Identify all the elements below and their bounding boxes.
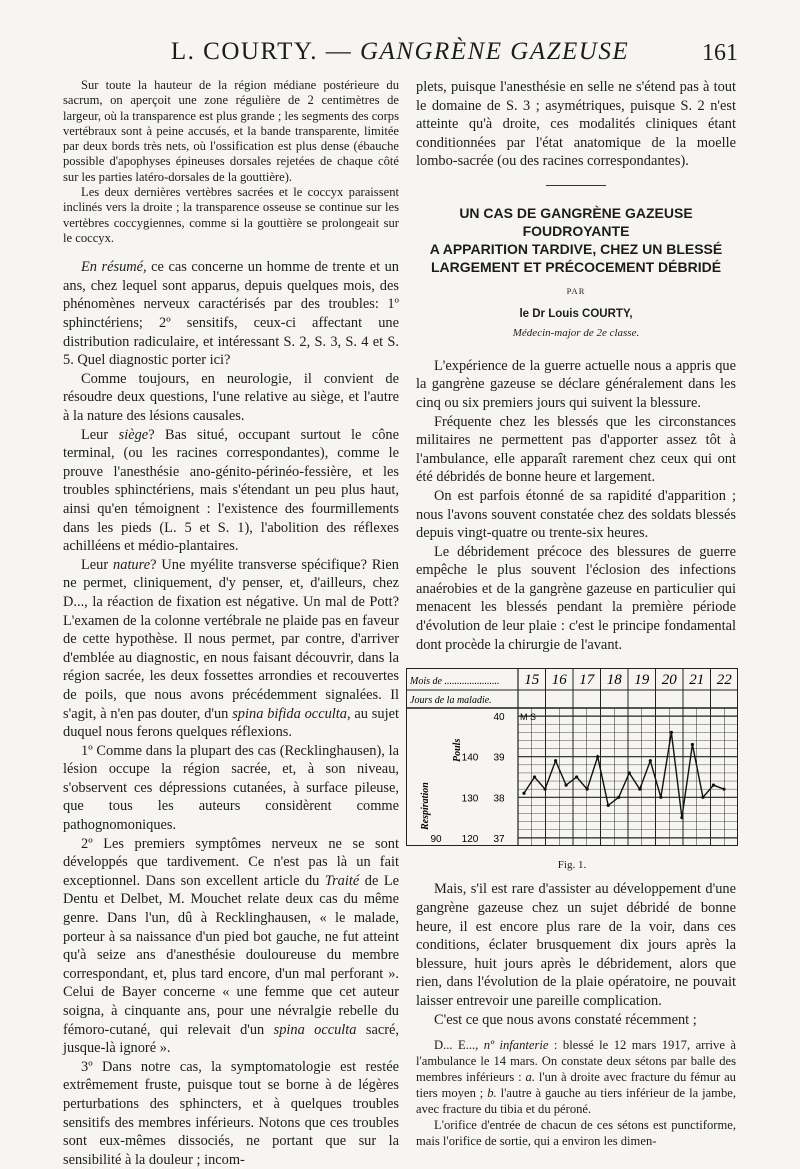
- temperature-tick-label: 39: [493, 752, 505, 764]
- temperature-point: [680, 816, 683, 819]
- day-label: 16: [551, 672, 567, 689]
- temperature-point: [575, 776, 578, 779]
- paragraph: Mais, s'il est rare d'assister au développement d'une gangrène gazeuse chez un sujet débridé de bonne heure, il est encore plus rare de la voir, dans ces conditions, éclater brusquement dix jours après la blessure, huit jours après le débridement, alors que rien, dans l'évolution de la plaie opératoire, ne pouvait laisser entrevoir une pareille complication.: [416, 881, 736, 1009]
- day-label: 19: [634, 672, 650, 689]
- day-label: 21: [689, 672, 705, 689]
- temperature-point: [722, 788, 725, 791]
- pouls-tick-label: 130: [461, 793, 479, 805]
- temperature-point: [701, 796, 704, 799]
- period-label-m: M: [520, 712, 528, 723]
- header-dash: —: [325, 38, 353, 65]
- temperature-point: [649, 759, 652, 762]
- day-label: 15: [524, 672, 540, 689]
- left-column: [63, 78, 399, 1169]
- paragraph: L'expérience de la guerre actuelle nous a appris que la gangrène gazeuse se déclare généralement dans les cinq ou six premiers jours qui suivent la blessure.: [416, 357, 736, 411]
- paragraph: On est parfois étonné de sa rapidité d'apparition ; nous l'avons souvent constatée chez des soldats blessés depuis vingt-quatre ou trente-six heures.: [416, 487, 736, 542]
- paragraph: Leur siège? Bas situé, occupant surtout le cône terminal, (ou les racines correspondantes), comme le prouve l'anesthésie ano-génito-périnéo-fessière, et les troubles sphinctériens, mais s'étendant un peu plus haut, ainsi qu'en témoignent : l'existence des fourmillements dans les pieds (L. 5 et S. 1), l'abolition des réflexes achilléens et médio-plantaires.: [63, 426, 399, 555]
- byline-affiliation: Médecin-major de 2e classe.: [512, 327, 640, 340]
- right-column: [410, 78, 737, 1149]
- paragraph: Comme toujours, en neurologie, il convient de résoudre deux questions, l'une relative au siège, et l'autre à la nature des lésions causales.: [63, 370, 399, 425]
- pouls-tick-label: 120: [461, 834, 479, 846]
- temperature-point: [522, 792, 525, 795]
- paragraph: Sur toute la hauteur de la région médiane postérieure du sacrum, on aperçoit une zone régulière de 2 centimètres de largeur, où la transparence est plus grande ; les segments des corps vertébraux sont à peine accusés, et la bande transparente, limitée par deux bords très nets, où l'ossification est plus dense (ébauche possible d'apophyses épineuses dorsales rejetées de chaque côté sur les parties latéro-dorsales de la gouttière).: [63, 78, 399, 184]
- respiration-tick-label: 90: [430, 834, 442, 846]
- temperature-point: [586, 788, 589, 791]
- temperature-point: [712, 784, 715, 787]
- paragraph: C'est ce que nous avons constaté récemment ;: [434, 1011, 697, 1028]
- case-observation: L'orifice d'entrée de chacun de ces sétons est punctiforme, mais l'orifice de sortie, qui a environ les dimen-: [416, 1118, 736, 1149]
- temperature-chart-figure: [406, 668, 738, 874]
- axis-label-pouls: Pouls: [452, 738, 463, 763]
- paragraph: 1º Comme dans la plupart des cas (Recklinghausen), la lésion occupe la région sacrée, et, à son niveau, s'observent ces dépressions cutanées, à surface pileuse, que tous les auteurs considèrent comme pathognomoniques.: [63, 742, 399, 834]
- temperature-point: [554, 759, 557, 762]
- temperature-point: [596, 755, 599, 758]
- figure-caption: Fig. 1.: [557, 858, 587, 871]
- temperature-point: [617, 796, 620, 799]
- temperature-point: [565, 784, 568, 787]
- byline-author: le Dr Louis COURTY,: [519, 307, 633, 320]
- case-observation: D... E..., nº infanterie : blessé le 12 mars 1917, arrive à l'ambulance le 14 mars. On constate deux sétons par balle des membres inférieurs : a. l'un à droite avec fracture du fémur au tiers moyen ; b. l'autre à gauche au tiers inférieur de la jambe, avec fracture du tibia et du péroné.: [416, 1038, 737, 1117]
- paragraph: 2º Les premiers symptômes nerveux ne se sont développés que tardivement. Ce n'est pas là un fait exceptionnel. Dans son excellent article du Traité de Le Dentu et Delbet, M. Mouchet relate deux cas du même genre. Dans l'un, dû à Recklinghausen, « le malade, porteur à sa naissance d'un pied bot gauche, ne fut atteint qu'à seize ans d'anesthésie douloureuse du membre correspondant, et, plus tard encore, d'un mal perforant ». Celui de Bayer concerne « une femme que cet auteur soigna, à cinquante ans, pour une névralgie rebelle du fémoro-cutané, qui relevait d'un spina occulta sacré, jusque-là ignoré ».: [63, 835, 399, 1057]
- header-title: [0, 38, 800, 66]
- paragraph: Les deux dernières vertèbres sacrées et le coccyx paraissent inclinés vers la droite ; la transparence osseuse se continue sur les vertèbres coccygiennes, comme si la gouttière se prolongeait sur le coccyx.: [63, 185, 399, 245]
- paragraph: Le débridement précoce des blessures de guerre empêche le plus souvent l'éclosion des infections anaérobies et de la gangrène gazeuse en particulier qui menacent les blessés pendant la première période d'évolution de leur plaie : c'est le principe fondamental dont procède la chirurgie de l'avant.: [416, 543, 736, 653]
- temperature-point: [638, 788, 641, 791]
- temperature-point: [607, 804, 610, 807]
- header-article-title: GANGRÈNE GAZEUSE: [359, 38, 630, 65]
- day-label: 20: [661, 672, 677, 689]
- axis-label-respiration: Respiration: [420, 782, 431, 831]
- day-label: 18: [606, 672, 622, 689]
- page-number: 161: [702, 40, 738, 66]
- paragraph: Fréquente chez les blessés que les circonstances militaires ne permettent pas d'apporter assez tôt à l'ambulance, elle apparaît rarement chez ceux qui ont été débridés de bonne heure et largement.: [416, 413, 736, 486]
- row-label-month: Mois de ......................: [410, 676, 500, 688]
- temperature-chart: [406, 668, 738, 846]
- header-author: L. COURTY.: [170, 38, 318, 65]
- article-title: UN CAS DE GANGRÈNE GAZEUSE FOUDROYANTE A APPARITION TARDIVE, CHEZ UN BLESSÉ LARGEMENT ET PRÉCOCEMENT DÉBRIDÉ: [429, 204, 723, 275]
- paragraph: En résumé, ce cas concerne un homme de trente et un ans, chez lequel sont apparus, depuis quelques mois, des phénomènes nerveux caractérisés par des troubles: 1º sphinctériens; 2º sensitifs, ceux-ci affectant une distribution radiculaire, et intéressant S. 2, S. 3, S. 4 et S. 5. Quel diagnostic porter ici?: [63, 259, 399, 369]
- paragraph: plets, puisque l'anesthésie en selle ne s'étend pas à tout le domaine de S. 3 ; asymétriques, puisque S. 2 n'est atteinte qu'à droite, ces modalités cliniques étant conditionnées par l'état anatomique de la moelle lombo-sacrée (ou des racines correspondantes).: [416, 79, 736, 170]
- paragraph: Leur nature? Une myélite transverse spécifique? Rien ne permet, cliniquement, d'y penser, et, d'ailleurs, chez D..., la réaction de fixation est négative. Un mal de Pott? L'examen de la colonne vertébrale ne plaide pas en faveur de cette hypothèse. Il nous permet, par contre, d'arriver d'emblée au diagnostic, en nous faisant découvrir, dans la région sacrée, les deux fossettes arrondies et recouvertes de poils, que nous avons précédemment signalées. Il s'agit, à n'en pas douter, d'un spina bifida occulta, au sujet duquel nous ferons quelques réflexions.: [63, 556, 400, 741]
- temperature-point: [691, 743, 694, 746]
- temperature-point: [628, 772, 631, 775]
- running-header: [0, 38, 800, 72]
- temperature-tick-label: 38: [493, 793, 505, 805]
- temperature-tick-label: 40: [493, 712, 505, 724]
- temperature-point: [533, 776, 536, 779]
- day-label: 17: [579, 672, 595, 689]
- period-label-s: S: [530, 712, 537, 723]
- temperature-point: [659, 796, 662, 799]
- row-label-days: Jours de la maladie.: [410, 695, 492, 707]
- temperature-point: [670, 731, 673, 734]
- pouls-tick-label: 140: [461, 752, 479, 764]
- byline-par: PAR: [566, 285, 586, 296]
- temperature-series-line: [524, 733, 724, 818]
- day-label: 22: [716, 672, 732, 689]
- separator-rule: [546, 185, 606, 186]
- temperature-tick-label: 37: [493, 834, 505, 846]
- paragraph: 3º Dans notre cas, la symptomatologie est restée extrêmement fruste, puisque tout se borne à de légères perturbations des sphincters, et à quelques troubles sensitifs des membres inférieurs. Notons que ces troubles sont eux-mêmes dissociés, ne portant que sur la sensibilité à la douleur ; incom-: [63, 1058, 399, 1168]
- temperature-point: [543, 788, 546, 791]
